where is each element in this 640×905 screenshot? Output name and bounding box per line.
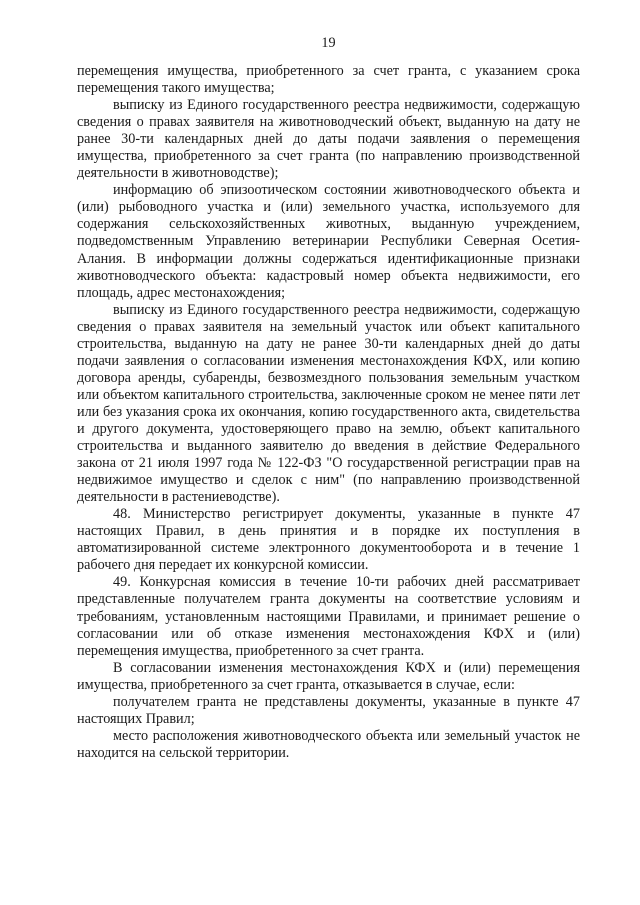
document-body bbox=[77, 63, 580, 762]
page-number: 19 bbox=[321, 35, 336, 51]
paragraph-egrn-livestock: выписку из Единого государственного реестра недвижимости, содержащую сведения о правах заявителя на животноводческий объект, выданную на дату не ранее 30-ти календарных дней до даты подачи заявления о перемещения имущества, приобретенного за счет гранта (по направлению производственной деятельности в животноводстве); bbox=[77, 97, 580, 182]
paragraph-item-49: 49. Конкурсная комиссия в течение 10-ти рабочих дней рассматривает представленные получателем гранта документы на соответствие условиям и требованиям, установленным настоящими Правилами, и принимает решение о согласовании или об отказе изменения местонахождения КФХ и (или) перемещения имущества, приобретенного за счет гранта. bbox=[77, 574, 580, 659]
paragraph-refusal-intro: В согласовании изменения местонахождения КФХ и (или) перемещения имущества, приобретенного за счет гранта, отказывается в случае, если: bbox=[77, 659, 580, 693]
paragraph-egrn-land: выписку из Единого государственного реестра недвижимости, содержащую сведения о правах заявителя на земельный участок или объект капитального строительства, выданную на дату не ранее 30-ти календарных дней до даты подачи заявления о согласовании изменения местонахождения КФХ, или копию договора аренды, субаренды, безвозмездного пользования земельным участком или объектом капитального строительства, заключенные сроком не менее пяти лет или без указания срока их окончания, копию государственного акта, свидетельства и другого документа, удостоверяющего право на землю, объект капитального строительства и выданного заявителю до введения в действие Федерального закона от 21 июля 1997 года № 122-ФЗ "О государственной регистрации прав на недвижимое имущество и сделок с ним" (по направлению производственной деятельности в растениеводстве). bbox=[77, 301, 580, 506]
paragraph-refusal-reason-2: место расположения животноводческого объекта или земельный участок не находится на сельской территории. bbox=[77, 727, 580, 761]
paragraph-refusal-reason-1: получателем гранта не представлены документы, указанные в пункте 47 настоящих Правил; bbox=[77, 693, 580, 727]
paragraph-epizootic-info: информацию об эпизоотическом состоянии животноводческого объекта и (или) рыбоводного участка и (или) земельного участка, используемого для содержания сельскохозяйственных животных, выданную учреждением, подведомственным Управлению ветеринарии Республики Северная Осетия-Алания. В информации должны содержаться идентификационные признаки животноводческого объекта: кадастровый номер объекта недвижимости, его площадь, адрес местонахождения; bbox=[77, 182, 580, 301]
paragraph-continuation: перемещения имущества, приобретенного за счет гранта, с указанием срока перемещения такого имущества; bbox=[77, 63, 580, 97]
paragraph-item-48: 48. Министерство регистрирует документы, указанные в пункте 47 настоящих Правил, в день принятия и в порядке их поступления в автоматизированной системе электронного документооборота и в течение 1 рабочего дня передает их конкурсной комиссии. bbox=[77, 506, 580, 574]
